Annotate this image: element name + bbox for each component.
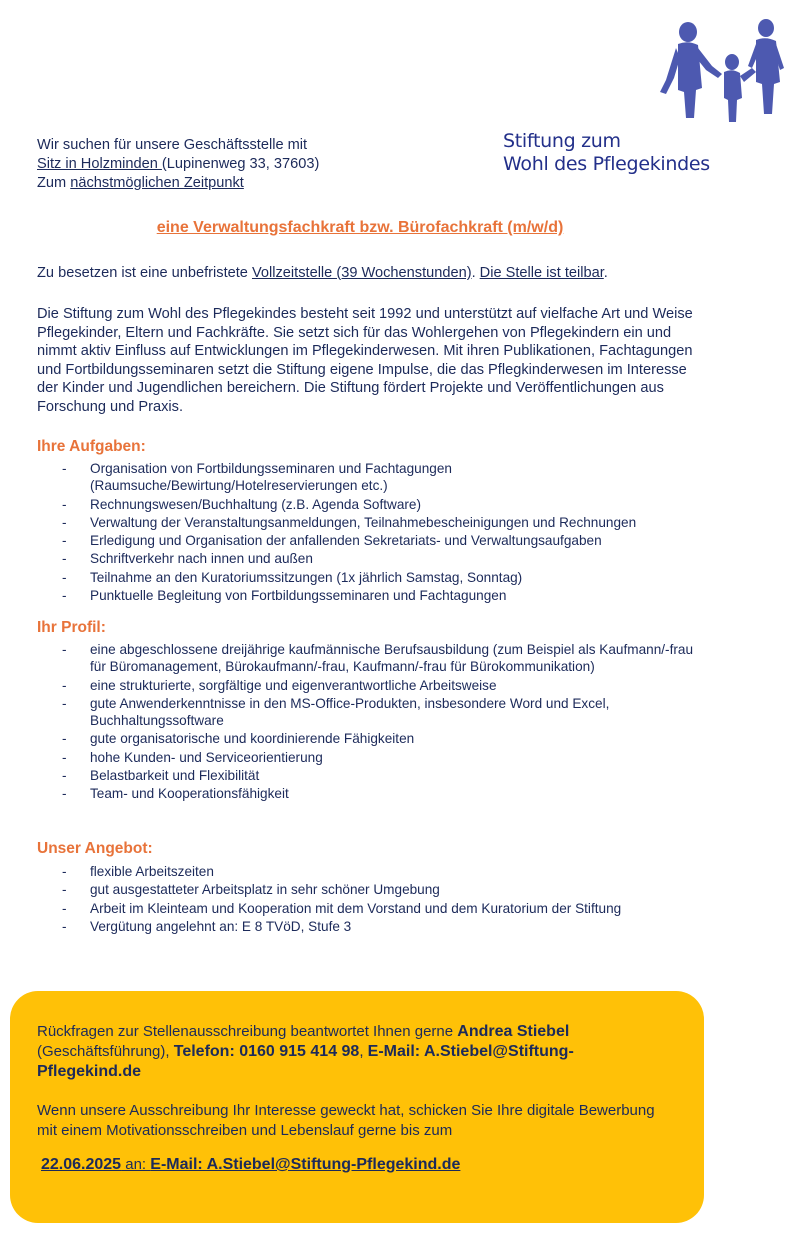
foundation-description: Die Stiftung zum Wohl des Pflegekindes besteht seit 1992 und unterstützt auf vielfache Art und Weise Pflegekinder, Eltern und Fachkräfte. Sie setzt sich für das Wohlergehen von Pflegekindern ein und nimmt aktiv Einfluss auf Entwicklungen im Pflegekinderwesen. Mit ihren Publikationen, Fachtagungen und Fortbildungsseminaren setzt die Stiftung eigene Impulse, die das Pflegkinderwesen im Interesse der Kinder und Jugendlichen bereichern. Die Stiftung fördert Projekte und Veröffentlichungen aus Forschung und Praxis.: [37, 306, 693, 415]
contact-comma: ,: [359, 1043, 368, 1060]
offer-title: Unser Angebot:: [37, 840, 153, 857]
list-item: - eine strukturierte, sorgfältige und eigenverantwortliche Arbeitsweise: [62, 677, 712, 694]
offer-list: [62, 863, 712, 936]
list-item: - Schriftverkehr nach innen und außen: [62, 550, 712, 567]
contact-intro: Rückfragen zur Stellenausschreibung beantwortet Ihnen gerne: [37, 1023, 458, 1040]
logo-line-2: Wohl des Pflegekindes: [503, 153, 710, 175]
list-item: - Erledigung und Organisation der anfallenden Sekretariats- und Verwaltungsaufgaben: [62, 532, 712, 549]
intro-block: [37, 136, 319, 193]
position-suffix: .: [603, 265, 608, 281]
application-info: Wenn unsere Ausschreibung Ihr Interesse geweckt hat, schicken Sie Ihre digitale Bewerbung mit einem Motivationsschreiben und Lebenslauf gerne bis zum: [37, 1102, 655, 1139]
deadline-mid: an:: [121, 1156, 151, 1173]
deadline-date: 22.06.2025: [41, 1156, 122, 1173]
deadline-email[interactable]: E-Mail: A.Stiebel@Stiftung-Pflegekind.de: [150, 1156, 461, 1173]
intro-line-2: [37, 155, 319, 174]
foundation-logo-figures-icon: [648, 18, 790, 130]
list-item: - Rechnungswesen/Buchhaltung (z.B. Agenda Software): [62, 496, 712, 513]
start-date-link: nächstmöglichen Zeitpunkt: [70, 175, 244, 191]
list-item: - Organisation von Fortbildungsseminaren und Fachtagungen (Raumsuche/Bewirtung/Hotelreservierungen etc.): [62, 460, 712, 495]
profile-list: [62, 641, 712, 804]
list-item: - Vergütung angelehnt an: E 8 TVöD, Stufe 3: [62, 918, 712, 935]
profile-title: Ihr Profil:: [37, 619, 106, 636]
fulltime-info: Vollzeitstelle (39 Wochenstunden): [251, 265, 472, 281]
list-item: - Arbeit im Kleinteam und Kooperation mit dem Vorstand und dem Kuratorium der Stiftung: [62, 900, 712, 917]
list-item: - hohe Kunden- und Serviceorientierung: [62, 749, 712, 766]
contact-name: Andrea Stiebel: [457, 1023, 570, 1040]
shareable-info: Die Stelle ist teilbar: [479, 265, 604, 281]
contact-info: [37, 1022, 677, 1082]
location-address: (Lupinenweg 33, 37603): [161, 156, 320, 172]
start-prefix: Zum: [37, 175, 71, 191]
contact-role: (Geschäftsführung),: [37, 1043, 174, 1060]
logo-line-1: Stiftung zum: [503, 130, 621, 152]
list-item: - Belastbarkeit und Flexibilität: [62, 767, 712, 784]
list-item: - eine abgeschlossene dreijährige kaufmännische Berufsausbildung (zum Beispiel als Kaufmann/-frau für Büromanagement, Bürokaufmann/-frau, Kaufmann/-frau für Bürokommunikation): [62, 641, 712, 676]
intro-line-3: [37, 174, 319, 193]
intro-line-1: Wir suchen für unsere Geschäftsstelle mit: [37, 137, 308, 153]
contact-email[interactable]: E-Mail: A.Stiebel@Stiftung-Pflegekind.de: [37, 1043, 574, 1080]
position-separator: .: [471, 265, 480, 281]
position-info: [37, 264, 707, 283]
list-item: - Teilnahme an den Kuratoriumssitzungen (1x jährlich Samstag, Sonntag): [62, 569, 712, 586]
job-title: eine Verwaltungsfachkraft bzw. Bürofachkraft (m/w/d): [156, 219, 564, 236]
tasks-list: [62, 460, 712, 605]
list-item: - Verwaltung der Veranstaltungsanmeldungen, Teilnahmebescheinigungen und Rechnungen: [62, 514, 712, 531]
contact-phone[interactable]: Telefon: 0160 915 414 98: [173, 1043, 360, 1060]
list-item: - gute Anwenderkenntnisse in den MS-Office-Produkten, insbesondere Word und Excel, Buchhaltungssoftware: [62, 695, 712, 730]
location-link: Sitz in Holzminden: [37, 156, 162, 172]
list-item: - Team- und Kooperationsfähigkeit: [62, 785, 712, 802]
foundation-logo-text: [503, 130, 710, 176]
deadline-line: [41, 1155, 681, 1175]
list-item: - Punktuelle Begleitung von Fortbildungsseminaren und Fachtagungen: [62, 587, 712, 604]
list-item: - gut ausgestatteter Arbeitsplatz in sehr schöner Umgebung: [62, 881, 712, 898]
list-item: - gute organisatorische und koordinierende Fähigkeiten: [62, 730, 712, 747]
list-item: - flexible Arbeitszeiten: [62, 863, 712, 880]
tasks-title: Ihre Aufgaben:: [37, 438, 146, 455]
position-prefix: Zu besetzen ist eine unbefristete: [37, 265, 252, 281]
